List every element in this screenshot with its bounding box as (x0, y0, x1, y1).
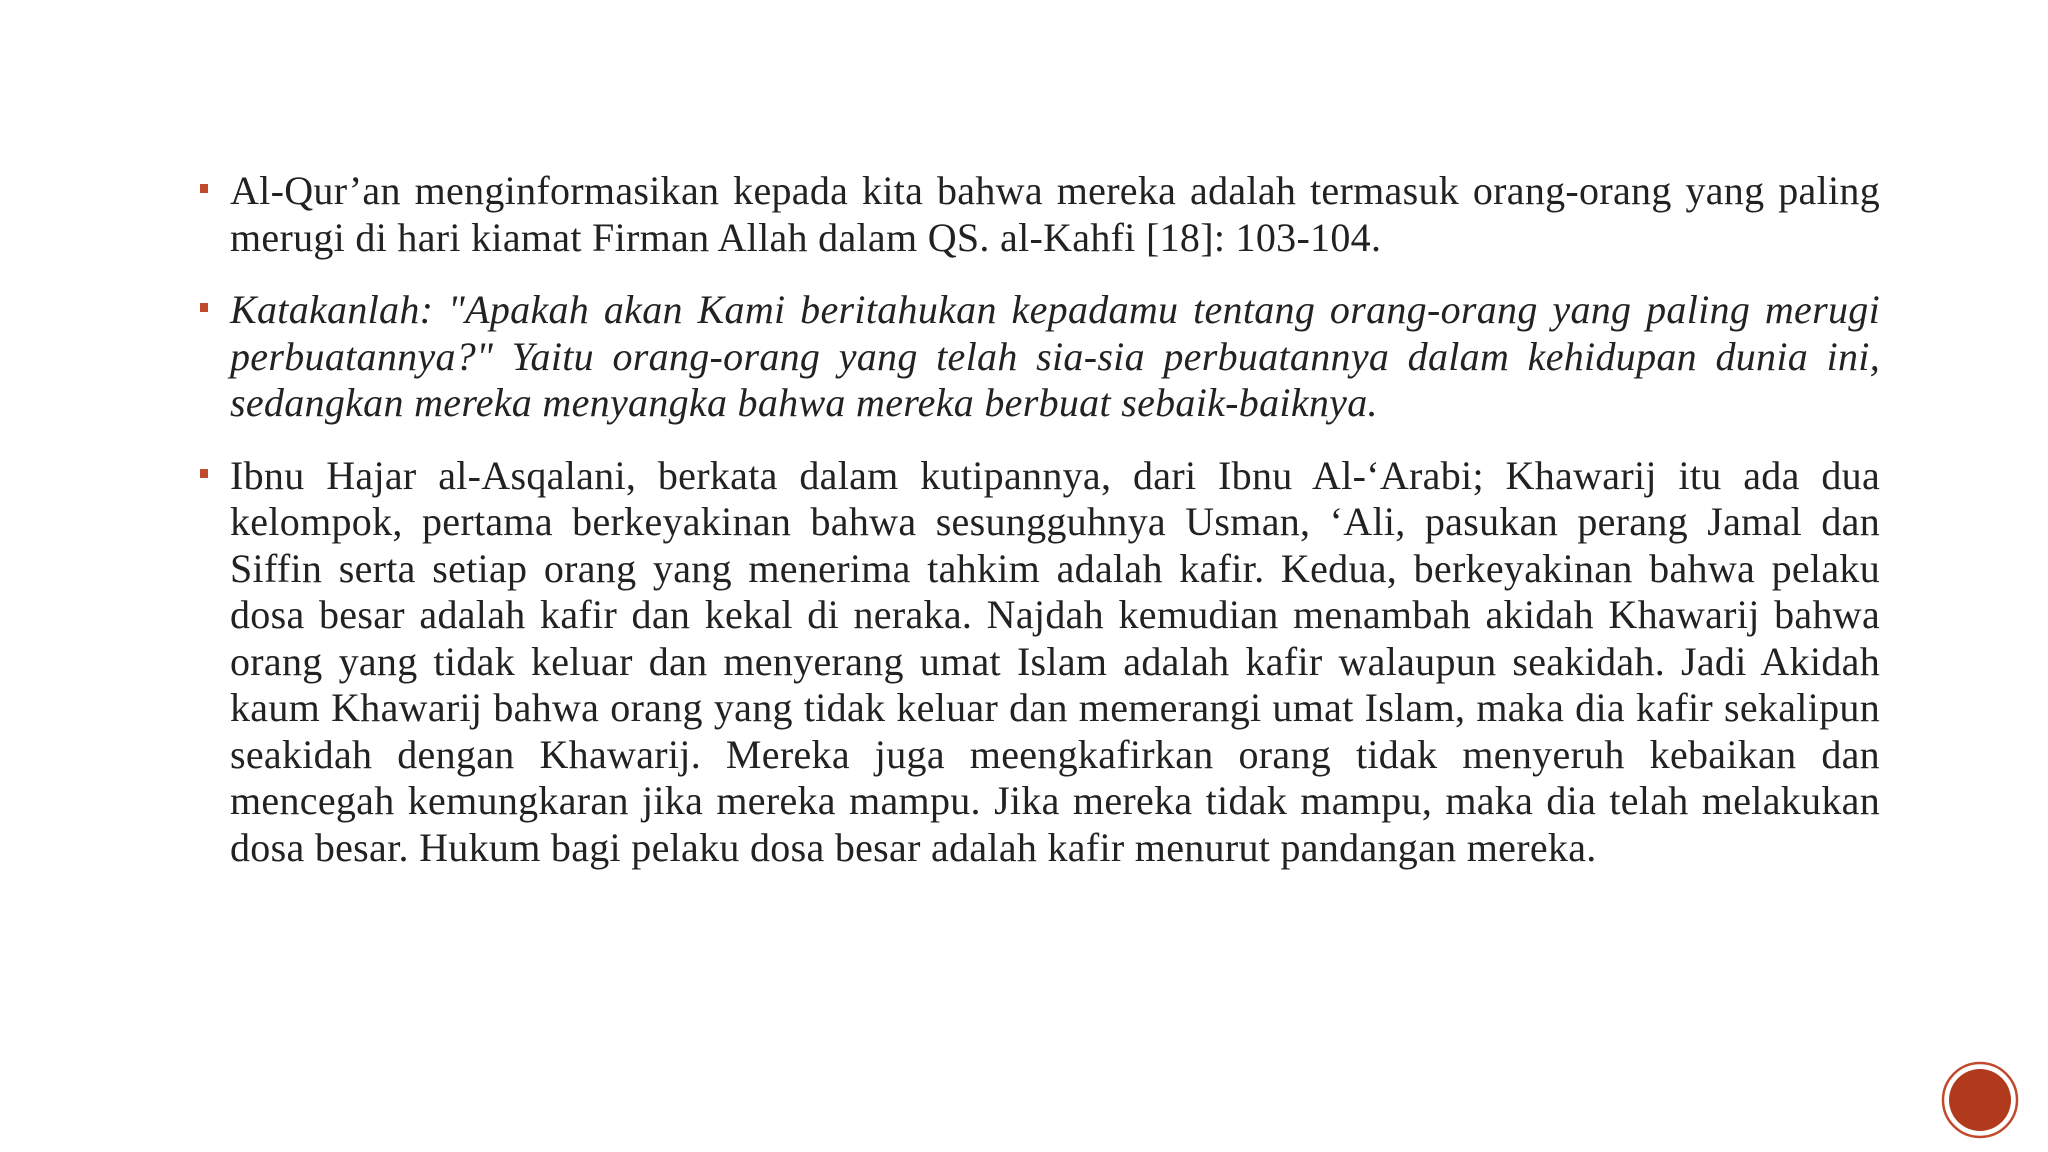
badge-inner-fill (1949, 1069, 2011, 1131)
bullet-square-icon (200, 303, 208, 312)
bullet-square-icon (200, 184, 208, 193)
bullet-text-1: Al-Qur’an menginformasikan kepada kita bahwa mereka adalah termasuk orang-orang yang paling merugi di hari kiamat Firman Allah dalam QS. al-Kahfi [18]: 103-104. (230, 168, 1880, 260)
bullet-text-3: Ibnu Hajar al-Asqalani, berkata dalam kutipannya, dari Ibnu Al-‘Arabi; Khawarij itu ada dua kelompok, pertama berkeyakinan bahwa sesungguhnya Usman, ‘Ali, pasukan perang Jamal dan Siffin serta setiap orang yang menerima tahkim adalah kafir. Kedua, berkeyakinan bahwa pelaku dosa besar adalah kafir dan kekal di neraka. Najdah kemudian menambah akidah Khawarij bahwa orang yang tidak keluar dan menyerang umat Islam adalah kafir walaupun seakidah. Jadi Akidah kaum Khawarij bahwa orang yang tidak keluar dan memerangi umat Islam, maka dia kafir sekalipun seakidah dengan Khawarij. Mereka juga meengkafirkan orang tidak menyeruh kebaikan dan mencegah kemungkaran jika mereka mampu. Jika mereka tidak mampu, maka dia telah melakukan dosa besar. Hukum bagi pelaku dosa besar adalah kafir menurut pandangan mereka. (230, 452, 1880, 870)
bullet-list (200, 168, 1880, 871)
slide-content (200, 168, 1880, 871)
bullet-item-1 (200, 168, 1880, 261)
bullet-text-2: Katakanlah: "Apakah akan Kami beritahukan kepadamu tentang orang-orang yang paling merugi perbuatannya?" Yaitu orang-orang yang telah sia-sia perbuatannya dalam kehidupan dunia ini, sedangkan mereka menyangka bahwa mereka berbuat sebaik-baiknya. (230, 287, 1880, 425)
bullet-item-2 (200, 287, 1880, 427)
bullet-square-icon (200, 469, 208, 478)
circle-badge-icon (1940, 1060, 2020, 1140)
bullet-item-3 (200, 453, 1880, 872)
